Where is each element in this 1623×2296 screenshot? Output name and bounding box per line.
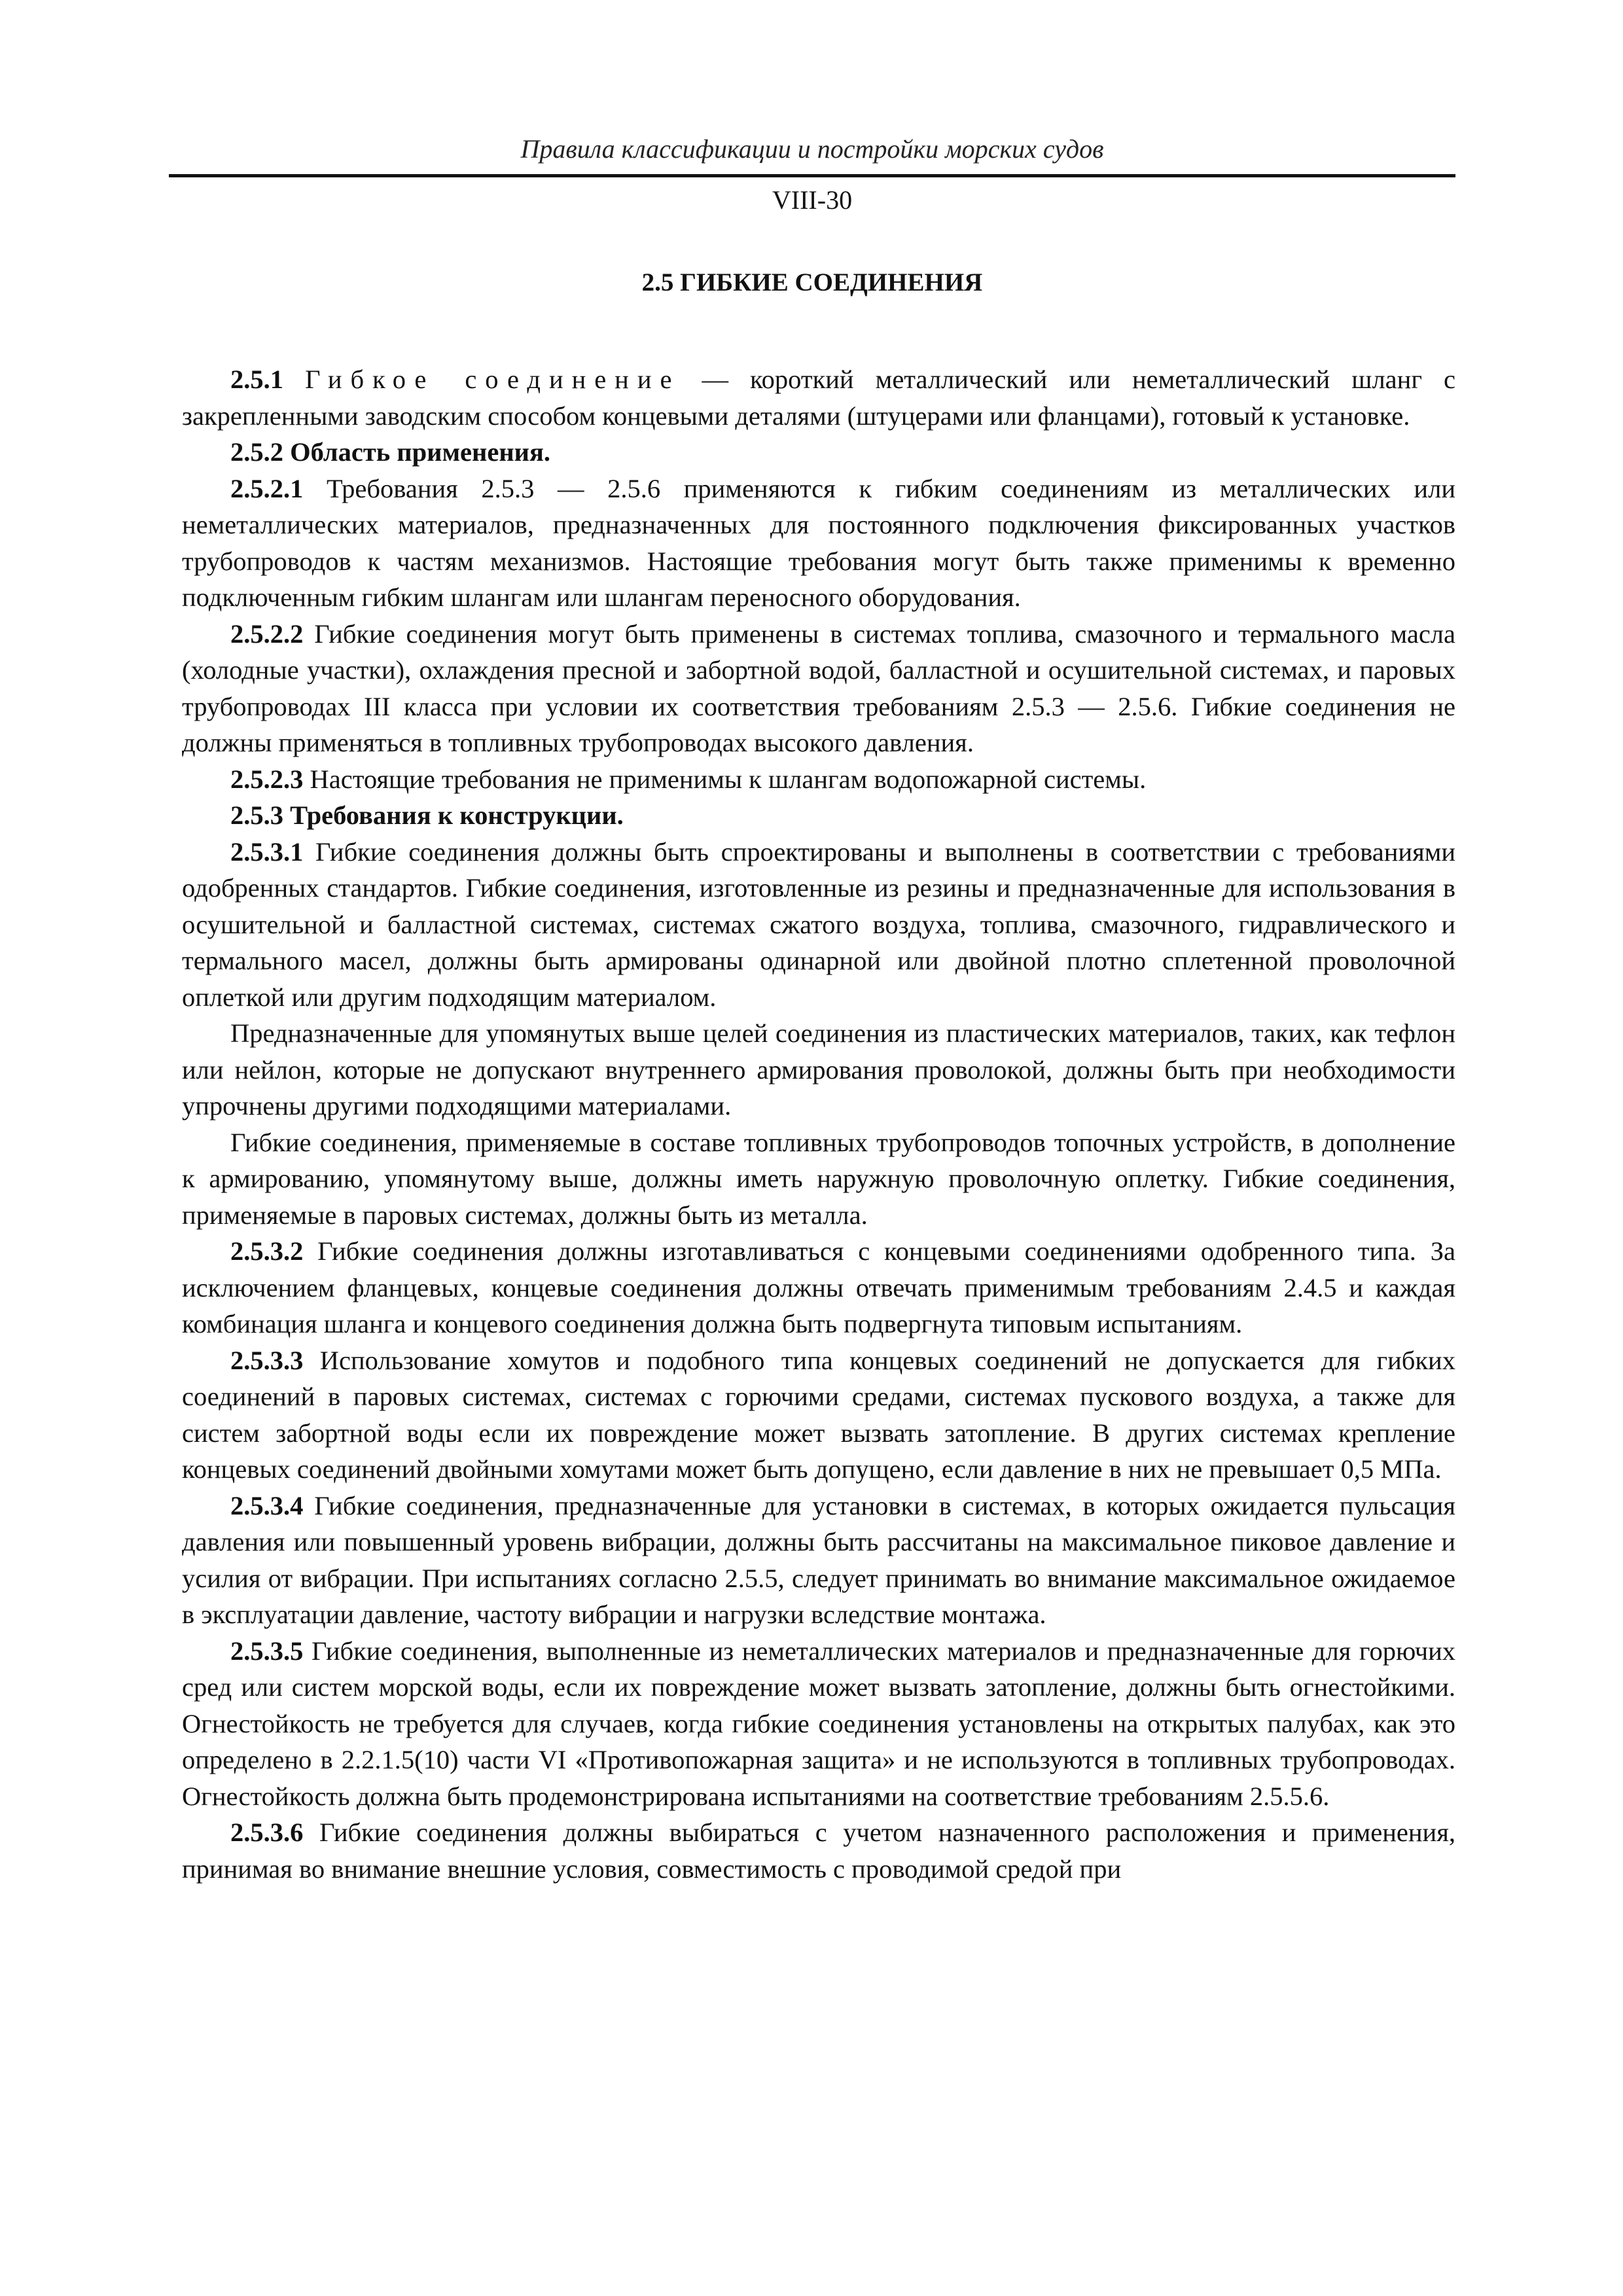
paragraph-text: Гибкие соединения должны выбираться с учетом назначенного расположения и применения, принимая во внимание внешние условия, совместимость с проводимой средой при <box>182 1818 1455 1884</box>
paragraph-2-5-3-3 <box>182 1342 1455 1488</box>
paragraph-text: Гибкие соединения, выполненные из неметаллических материалов и предназначенные для горючих сред или систем морской воды, если их повреждение может вызвать затопление, должны быть огнестойкими. Огнестойкость не требуется для случаев, когда гибкие соединения установлены на открытых палубах, как это определено в 2.2.1.5(10) части VI «Противопожарная защита» и не используются в топливных трубопроводах. Огнестойкость должна быть продемонстрирована испытаниями на соответствие требованиям 2.5.5.6. <box>182 1636 1455 1811</box>
paragraph-2-5-3-1 <box>182 834 1455 1016</box>
paragraph-2-5-1 <box>182 361 1455 434</box>
paragraph-2-5-3-5 <box>182 1633 1455 1815</box>
paragraph-fuel-lines <box>182 1124 1455 1234</box>
clause-number: 2.5.3.6 <box>230 1818 304 1847</box>
heading-2-5-2 <box>182 434 1455 471</box>
paragraph-text: Гибкие соединения должны изготавливаться с концевыми соединениями одобренного типа. За исключением фланцевых, концевые соединения должны отвечать применимым требованиям 2.4.5 и каждая комбинация шланга и концевого соединения должна быть подвергнута типовым испытаниям. <box>182 1236 1455 1338</box>
subsection-heading: 2.5.2 Область применения. <box>230 437 551 467</box>
clause-number: 2.5.3.4 <box>230 1490 304 1520</box>
paragraph-text: — короткий металлический или неметаллический шланг с закрепленными заводским способом концевыми деталями (штуцерами или фланцами), готовый к установке. <box>182 365 1455 431</box>
running-header: Правила классификации и постройки морских судов <box>520 134 1104 164</box>
paragraph-2-5-3-4 <box>182 1488 1455 1633</box>
header-rule <box>169 174 1455 177</box>
paragraph-text: Требования 2.5.3 — 2.5.6 применяются к гибким соединениям из металлических или неметаллических материалов, предназначенных для постоянного подключения фиксированных участков трубопроводов к частям механизмов. Настоящие требования могут быть также применимы к временно подключенным гибким шлангам или шлангам переносного оборудования. <box>182 473 1455 612</box>
paragraph-text: Гибкие соединения, предназначенные для установки в системах, в которых ожидается пульсация давления или повышенный уровень вибрации, должны быть рассчитаны на максимальное пиковое давление и усилия от вибрации. При испытаниях согласно 2.5.5, следует принимать во внимание максимальное ожидаемое в эксплуатации давление, частоту вибрации и нагрузки вследствие монтажа. <box>182 1490 1455 1629</box>
defined-term: Гибкое соединение <box>305 365 681 394</box>
clause-number: 2.5.3.2 <box>230 1236 304 1266</box>
paragraph-2-5-2-3 <box>182 761 1455 798</box>
page-number: VIII-30 <box>772 185 853 215</box>
paragraph-text: Гибкие соединения, применяемые в составе топливных трубопроводов топочных устройств, в дополнение к армированию, упомянутому выше, должны иметь наружную проволочную оплетку. Гибкие соединения, применяемые в паровых системах, должны быть из металла. <box>182 1127 1455 1230</box>
paragraph-2-5-2-2 <box>182 616 1455 761</box>
paragraph-text: Настоящие требования не применимы к шлангам водопожарной системы. <box>303 764 1147 794</box>
paragraph-text: Гибкие соединения могут быть применены в системах топлива, смазочного и термального масла (холодные участки), охлаждения пресной и забортной водой, балластной и осушительной системах, и паровых трубопроводах III класса при условии их соответствия требованиям 2.5.3 — 2.5.6. Гибкие соединения не должны применяться в топливных трубопроводах высокого давления. <box>182 619 1455 757</box>
body-text <box>182 361 1455 1887</box>
clause-number: 2.5.2.3 <box>230 764 304 794</box>
paragraph-text: Использование хомутов и подобного типа концевых соединений не допускается для гибких соединений в паровых системах, системах с горючими средами, системах пускового воздуха, а также для систем забортной воды если их повреждение может вызвать затопление. В других системах крепление концевых соединений двойными хомутами может быть допущено, если давление в них не превышает 0,5 МПа. <box>182 1345 1455 1484</box>
clause-number: 2.5.2.1 <box>230 473 304 503</box>
clause-number: 2.5.3.3 <box>230 1345 304 1375</box>
paragraph-2-5-3-6 <box>182 1814 1455 1887</box>
clause-number: 2.5.3.1 <box>230 836 304 867</box>
heading-2-5-3 <box>182 797 1455 834</box>
clause-number: 2.5.2.2 <box>230 619 304 649</box>
clause-number: 2.5.3.5 <box>230 1636 304 1666</box>
paragraph-text: Предназначенные для упомянутых выше целей соединения из пластических материалов, таких, как тефлон или нейлон, которые не допускают внутреннего армирования проволокой, должны быть при необходимости упрочнены другими подходящими материалами. <box>182 1018 1455 1121</box>
clause-number: 2.5.1 <box>230 365 283 394</box>
paragraph-text: Гибкие соединения должны быть спроектированы и выполнены в соответствии с требованиями одобренных стандартов. Гибкие соединения, изготовленные из резины и предназначенные для использования в осушительной и балластной системах, системах сжатого воздуха, топлива, смазочного, гидравлического и термального масел, должны быть армированы одинарной или двойной плотно сплетенной проволочной оплеткой или другим подходящим материалом. <box>182 836 1455 1012</box>
section-title: 2.5 ГИБКИЕ СОЕДИНЕНИЯ <box>641 268 983 296</box>
subsection-heading: 2.5.3 Требования к конструкции. <box>230 800 624 830</box>
paragraph-2-5-3-2 <box>182 1233 1455 1342</box>
paragraph-plastic-materials <box>182 1015 1455 1124</box>
paragraph-2-5-2-1 <box>182 471 1455 616</box>
